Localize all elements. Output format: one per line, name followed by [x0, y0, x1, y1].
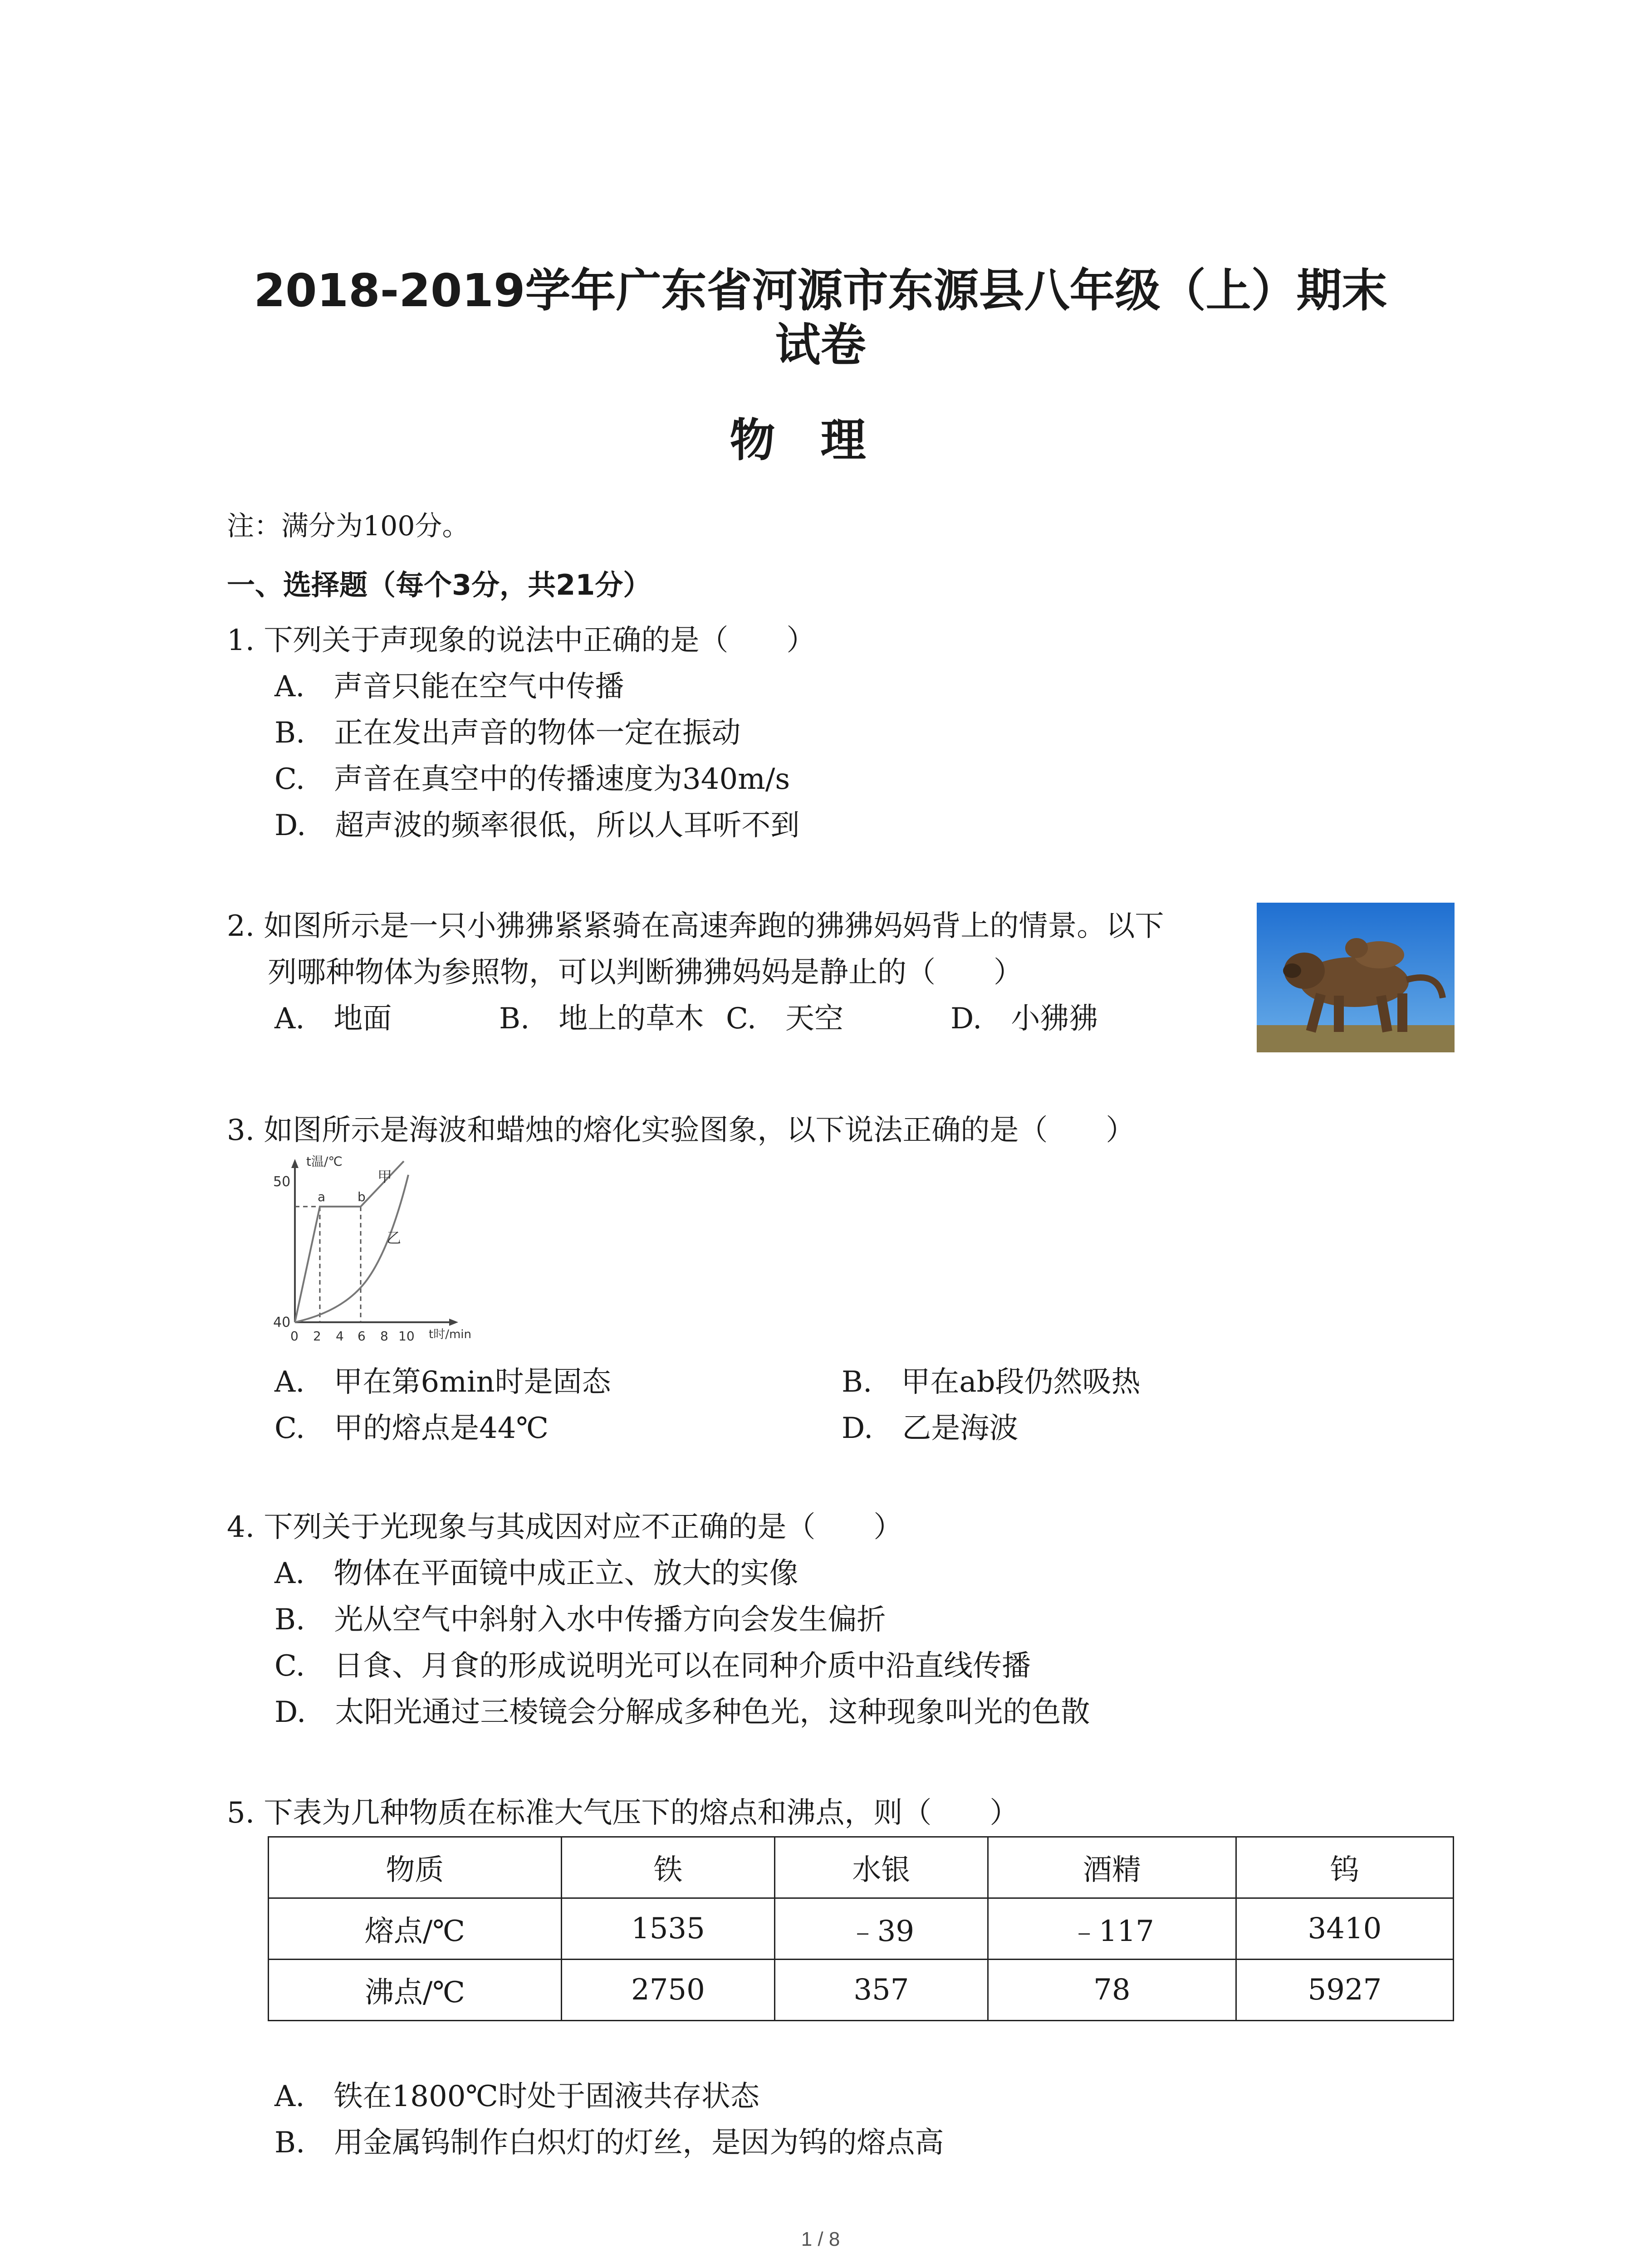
substance-table [268, 1836, 1454, 2021]
graph-y-label: t温/℃ [306, 1154, 343, 1169]
question-4-option-b: B. 光从空气中斜射入水中传播方向会发生偏折 [274, 1603, 886, 1637]
section-heading: 一、选择题（每个3分，共21分） [227, 568, 652, 601]
question-1-stem: 1. 下列关于声现象的说法中正确的是（ ） [227, 624, 816, 657]
question-5-stem: 5. 下表为几种物质在标准大气压下的熔点和沸点，则（ ） [227, 1796, 1019, 1830]
table-cell: 3410 [1236, 1898, 1453, 1960]
question-3-option-c: C. 甲的熔点是44℃ [274, 1412, 549, 1445]
table-row [269, 1960, 1454, 2021]
baboon-photo [1257, 903, 1455, 1052]
question-2-stem-line1: 2. 如图所示是一只小狒狒紧紧骑在高速奔跑的狒狒妈妈背上的情景。以下 [227, 909, 1164, 943]
table-cell: ﹣117 [988, 1898, 1236, 1960]
graph-y-tick-40: 40 [273, 1315, 291, 1330]
question-4-option-d: D. 太阳光通过三棱镜会分解成多种色光，这种现象叫光的色散 [274, 1696, 1090, 1729]
table-cell: 熔点/℃ [269, 1898, 562, 1960]
question-2-option-d: D. 小狒狒 [950, 1002, 1098, 1036]
graph-y-tick-50: 50 [273, 1174, 291, 1190]
question-1-option-d: D. 超声波的频率很低，所以人耳听不到 [274, 809, 800, 842]
graph-curve-jia: 甲 [377, 1168, 392, 1185]
table-cell: 357 [775, 1960, 988, 2021]
melting-graph [254, 1148, 508, 1356]
table-row [269, 1898, 1454, 1960]
table-cell: ﹣39 [775, 1898, 988, 1960]
question-1-option-a: A. 声音只能在空气中传播 [274, 670, 624, 704]
graph-point-a: a [318, 1189, 326, 1204]
graph-curve-yi: 乙 [387, 1229, 402, 1246]
table-header-cell: 酒精 [988, 1837, 1236, 1898]
question-1-option-b: B. 正在发出声音的物体一定在振动 [274, 716, 741, 750]
question-2-option-b: B. 地上的草木 [499, 1002, 704, 1036]
question-1-option-c: C. 声音在真空中的传播速度为340m/s [274, 763, 790, 796]
graph-point-b: b [358, 1189, 366, 1204]
page-title-line2: 试卷 [775, 318, 866, 371]
question-4-stem: 4. 下列关于光现象与其成因对应不正确的是（ ） [227, 1510, 903, 1544]
question-5-option-b: B. 用金属钨制作白炽灯的灯丝，是因为钨的熔点高 [274, 2126, 944, 2160]
score-note: 注：满分为100分。 [227, 510, 470, 542]
graph-x-tick: 8 [380, 1329, 388, 1344]
question-4-option-c: C. 日食、月食的形成说明光可以在同种介质中沿直线传播 [274, 1649, 1031, 1683]
graph-x-label: t时/min [429, 1328, 471, 1341]
question-3-option-a: A. 甲在第6min时是固态 [274, 1365, 611, 1399]
question-2-option-c: C. 天空 [726, 1002, 844, 1036]
question-5-option-a: A. 铁在1800℃时处于固液共存状态 [274, 2080, 760, 2113]
graph-x-tick: 6 [358, 1329, 366, 1344]
graph-x-tick: 4 [336, 1329, 344, 1344]
table-cell: 沸点/℃ [269, 1960, 562, 2021]
page-number: 1 / 8 [801, 2228, 840, 2250]
table-header-cell: 铁 [561, 1837, 774, 1898]
question-2-option-a: A. 地面 [274, 1002, 392, 1036]
page-title-line1: 2018-2019学年广东省河源市东源县八年级（上）期末 [254, 264, 1387, 317]
table-cell: 5927 [1236, 1960, 1453, 2021]
question-3-stem: 3. 如图所示是海波和蜡烛的熔化实验图象，以下说法正确的是（ ） [227, 1114, 1135, 1147]
table-cell: 2750 [561, 1960, 774, 2021]
table-cell: 1535 [561, 1898, 774, 1960]
table-header-cell: 物质 [269, 1837, 562, 1898]
graph-x-tick: 0 [290, 1329, 299, 1344]
question-3-option-b: B. 甲在ab段仍然吸热 [842, 1365, 1141, 1399]
subject-heading: 物理 [730, 414, 911, 467]
table-header-row [269, 1837, 1454, 1898]
table-header-cell: 水银 [775, 1837, 988, 1898]
question-2-stem-line2: 列哪种物体为参照物，可以判断狒狒妈妈是静止的（ ） [268, 956, 1023, 989]
question-3-option-d: D. 乙是海波 [842, 1412, 1019, 1445]
graph-x-tick: 10 [398, 1329, 415, 1344]
question-4-option-a: A. 物体在平面镜中成正立、放大的实像 [274, 1557, 798, 1590]
table-cell: 78 [988, 1960, 1236, 2021]
graph-x-tick: 2 [313, 1329, 321, 1344]
table-header-cell: 钨 [1236, 1837, 1453, 1898]
